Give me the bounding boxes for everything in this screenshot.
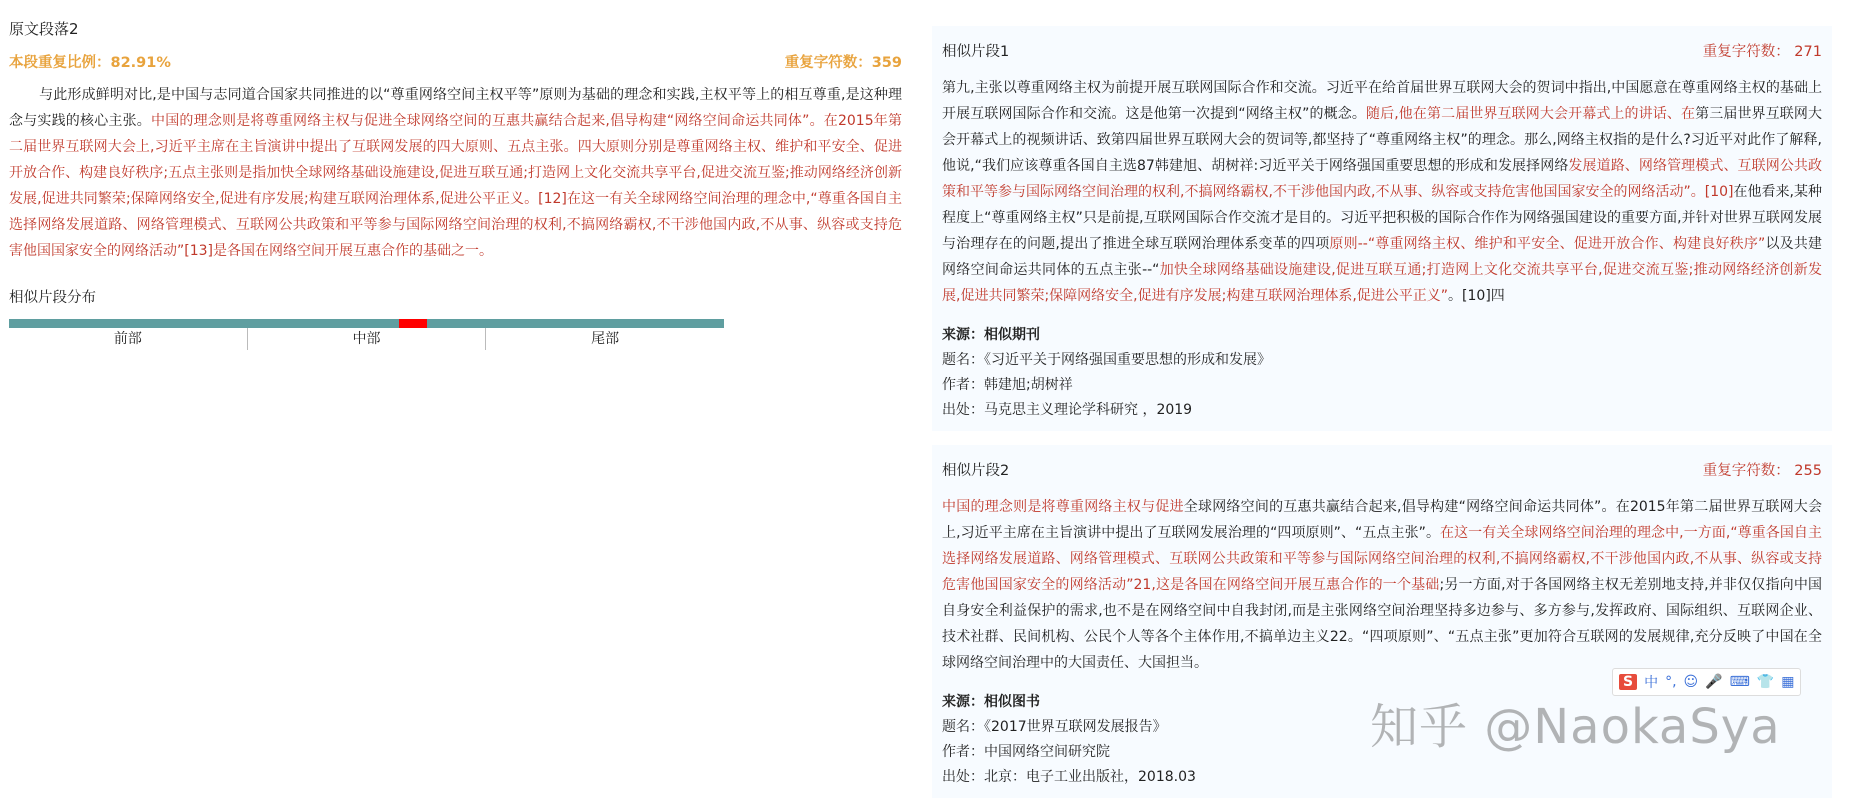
repeated-text: 加快全球网络基础设施建设,促进互联互通;打造网上文化交流共享平台,促进交流互鉴;推动网络经济创新发展,促进共同繁荣;保障网络安全,促进有序发展;构建互联网治理体系,促进公平正义” — [942, 262, 1822, 304]
meta-publication: 出处：马克思主义理论学科研究 ，2019 — [942, 402, 1193, 418]
card-header — [942, 40, 1822, 61]
fragment-repeat-count: 重复字符数： 255 — [1702, 463, 1822, 479]
fragment-repeat-count: 重复字符数： 271 — [1702, 44, 1822, 60]
ime-skin-icon[interactable]: 👕 — [1756, 674, 1775, 690]
meta-source: 来源：相似图书 — [942, 694, 1040, 710]
repeated-text: 中国的理念则是将尊重网络主权与促进 — [942, 499, 1184, 515]
distribution-marker — [399, 319, 427, 328]
ime-punctuation-icon[interactable]: °, — [1665, 674, 1677, 690]
fragment-paragraph — [942, 494, 1822, 676]
meta-author: 作者：中国网络空间研究院 — [942, 744, 1110, 760]
ime-voice-icon[interactable]: 🎤 — [1705, 674, 1723, 690]
normal-text: 第三届世界互联网大会开幕式上的视频讲话、致第四届世界互联网大会的贺词等,都坚持了“尊重网络主权”的理念。那么,网络主权指的是什么?习近平对此作了解释,他说,“我们应该尊重各国自主选87韩建旭、胡树祥:习近平关于网络强国重要思想的形成和发展择网络 — [942, 106, 1823, 174]
meta-title: 题名：《2017世界互联网发展报告》 — [942, 719, 1167, 735]
normal-text: 与此形成鲜明对比,是中国与志同道合国家共同推进的以“尊重网络空间主权平等”原则为基础的理念和实践,主权平等上的相互尊重,是这种理念与实践的核心主张。 — [9, 87, 902, 129]
normal-text: 全球网络空间的互惠共赢结合起来,倡导构建“网络空间命运共同体”。在2015年第二届世界互联网大会上,习近平主席在主旨演讲中提出了互联网发展治理的“四项原则”、“五点主张”。 — [942, 499, 1823, 541]
repeated-text: 中国的理念则是将尊重网络主权与促进全球网络空间的互惠共赢结合起来,倡导构建“网络空间命运共同体”。在2015年第二届世界互联网大会上,习近平主席在主旨演讲中提出了互联网发展的四大原则、五点主张。四大原则分别是尊重网络主权、维护和平安全、促进开放合作、构建良好秩序;五点主张则是指加快全球网络基础设施建设,促进互联互通;打造网上文化交流共享平台,促进交流互鉴;推动网络经济创新发展,促进共同繁荣;保障网络安全,促进有序发展;构建互联网治理体系,促进公平正义。[12]在这一有关全球网络空间治理的理念中,“尊重各国自主选择网络发展道路、网络管理模式、互联网公共政策和平等参与国际网络空间治理的权利,不搞网络霸权,不干涉他国内政,不从事、纵容或支持危害他国国家安全的网络活动”[13]是各国在网络空间开展互惠合作的基础之一。 — [9, 113, 903, 259]
fragment-title: 相似片段2 — [942, 463, 1010, 479]
normal-text: 第九,主张以尊重网络主权为前提开展互联网国际合作和交流。习近平在给首届世界互联网大会的贺词中指出,中国愿意在尊重网络主权的基础上开展互联网国际合作和交流。这是他第一次提到“网络主权”的概念。 — [942, 80, 1822, 122]
original-paragraph-panel — [9, 14, 902, 350]
similar-fragment-card — [932, 26, 1832, 431]
ime-toolbar[interactable] — [1612, 668, 1801, 696]
watermark: 知乎 @NaokaSya — [1370, 699, 1781, 755]
distribution-title: 相似片段分布 — [9, 290, 96, 306]
original-paragraph — [9, 82, 902, 264]
repeated-text: 在这一有关全球网络空间治理的理念中,一方面,“尊重各国自主选择网络发展道路、网络管理模式、互联网公共政策和平等参与国际网络空间治理的权利,不搞网络霸权,不干涉他国内政,不从事、纵容或支持危害他国国家安全的网络活动”21,这是各国在网络空间开展互惠合作的一个基础 — [942, 525, 1823, 593]
repeated-text: 原则--“尊重网络主权、维护和平安全、促进开放合作、构建良好秩序” — [1329, 236, 1766, 252]
repeated-text: 随后,他在第二届世界互联网大会开幕式上的讲话、在 — [1365, 106, 1696, 122]
meta-title: 题名：《习近平关于网络强国重要思想的形成和发展》 — [942, 352, 1271, 368]
normal-text: 。[10]四 — [1448, 288, 1505, 304]
normal-text: 在他看来,某种程度上“尊重网络主权”只是前提,互联网国际合作交流才是目的。习近平把积极的国际合作作为网络强国建设的重要方面,并针对世界互联网发展与治理存在的问题,提出了推进全球互联网治理体系变革的四项 — [942, 184, 1823, 252]
distribution-axis — [9, 328, 724, 350]
segment-front: 前部 — [9, 328, 248, 350]
ime-keyboard-icon[interactable]: ⌨ — [1729, 674, 1750, 690]
ime-toolbox-icon[interactable]: ▦ — [1781, 674, 1795, 690]
normal-text: ;另一方面,对于各国网络主权无差别地支持,并非仅仅指向中国自身安全利益保护的需求,也不是在网络空间中自我封闭,而是主张网络空间治理坚持多边参与、多方参与,发挥政府、国际组织、互联网企业、技术社群、民间机构、公民个人等各个主体作用,不搞单边主义22。“四项原则”、“五点主张”更加符合互联网的发展规律,充分反映了中国在全球网络空间治理中的大国责任、大国担当。 — [942, 577, 1823, 671]
ime-chinese-mode-icon[interactable]: 中 — [1644, 675, 1659, 691]
fragment-title: 相似片段1 — [942, 44, 1010, 60]
card-header — [942, 459, 1822, 480]
meta-source: 来源：相似期刊 — [942, 327, 1040, 343]
segment-middle: 中部 — [248, 328, 487, 350]
meta-author: 作者：韩建旭;胡树祥 — [942, 377, 1073, 393]
repeated-text: 发展道路、网络管理模式、互联网公共政策和平等参与国际网络空间治理的权利,不搞网络霸权,不干涉他国内政,不从事、纵容或支持危害他国国家安全的网络活动”。[10] — [942, 158, 1823, 200]
section-title: 原文段落2 — [9, 20, 79, 38]
ratio-row — [9, 51, 902, 72]
repeat-ratio: 本段重复比例：82.91% — [9, 55, 171, 71]
ime-emoji-icon[interactable]: ☺ — [1683, 674, 1699, 690]
ime-logo-icon[interactable]: S — [1619, 674, 1637, 690]
normal-text: 以及共建网络空间命运共同体的五点主张--“ — [942, 236, 1823, 278]
distribution-bar — [9, 319, 724, 328]
meta-publication: 出处：北京：电子工业出版社，2018.03 — [942, 769, 1196, 785]
repeat-count: 重复字符数：359 — [784, 55, 902, 71]
fragment-meta — [942, 323, 1822, 423]
fragment-paragraph — [942, 75, 1822, 309]
segment-end: 尾部 — [591, 331, 620, 347]
